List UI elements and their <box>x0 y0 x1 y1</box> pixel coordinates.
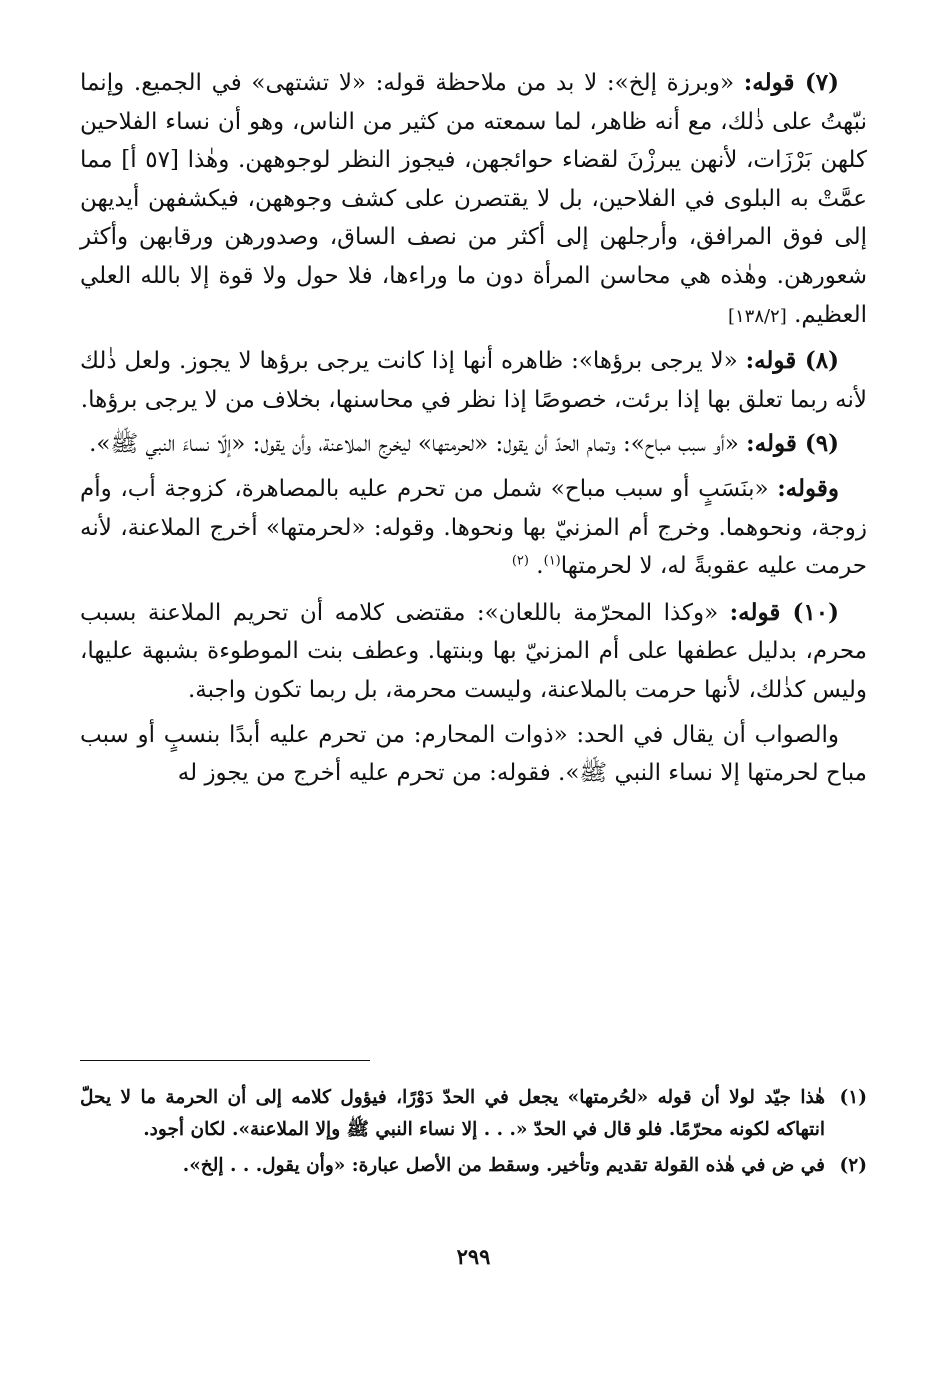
page-number: ٢٩٩ <box>456 1244 491 1269</box>
footnote-number: (٢) <box>839 1155 867 1176</box>
footnote-ref-1[interactable]: (١) <box>543 553 561 569</box>
paragraph-lead: (٩) قوله: <box>746 430 839 458</box>
paragraph-lead: وقوله: <box>777 474 839 502</box>
footnote-2 <box>80 1150 867 1182</box>
paragraph-text: والصواب أن يقال في الحد: «ذوات المحارم: من تحرم عليه أبدًا بنسبٍ أو سبب مباح لحرمتها إلا نساء النبي ﷺ». فقوله: من تحرم عليه أخرج من يجوز له <box>80 721 867 787</box>
footnote-number: (١) <box>839 1087 867 1108</box>
paragraph-text: «وبرزة إلخ»: لا بد من ملاحظة قوله: «لا تشتهى» في الجميع. وإنما نبّهتُ على ذٰلك، مع أنه ظاهر، لما سمعته من كثير من الناس، وهو أن نساء الفلاحين كلهن بَرْزَات، لأنهن يبرزْنَ لقضاء حوائجهن، فيجوز النظر لوجوههن. وهٰذا [٥٧ أ] مما عمَّتْ به البلوى في الفلاحين، بل لا يقتصرن على كشف وجوههن، فيكشفهن أيديهن إلى فوق المرافق، وأرجلهن إلى أكثر من نصف الساق، وصدورهن ورقابهن وأكثر شعورهن. وهٰذه هي محاسن المرأة دون ما وراءها، فلا حول ولا قوة إلا بالله العلي العظيم. <box>80 70 867 328</box>
paragraph-correction <box>80 716 867 793</box>
paragraph-text: «بنَسَبٍ أو سبب مباح» شمل من تحرم عليه بالمصاهرة، كزوجة أب، وأم زوجة، ونحوهما. وخرج أم المزنيّ بها ونحوها. وقوله: «لحرمتها» أخرج الملاعنة، لأنه حرمت عليه عقوبةً له، لا لحرمتها <box>80 475 867 580</box>
paragraph-lead: (١٠) قوله: <box>729 598 839 626</box>
footnotes <box>80 1082 867 1186</box>
book-page <box>80 64 867 1354</box>
paragraph-lead: (٨) قوله: <box>745 347 839 375</box>
footnote-divider <box>80 1060 370 1061</box>
paragraph-text: «وكذا المحرّمة باللعان»: مقتضى كلامه أن تحريم الملاعنة بسبب محرم، بدليل عطفها على أم المزنيّ بها وبنتها. وعطف بنت الموطوءة بشبهة عليها، وليس كذٰلك، لأنها حرمت بالملاعنة، وليست محرمة، بل ربما تكون واجبة. <box>80 599 867 703</box>
paragraph-text: «أو سبب مباح»: وتمام الحدّ أن يقول: «لحرمتها» ليخرج الملاعنة، وأن يقول: «إلّا نساءَ النبي ﷺ». <box>89 431 739 458</box>
paragraph-text: «لا يرجى برؤها»: ظاهره أنها إذا كانت يرجى برؤها لا يجوز. ولعل ذٰلك لأنه ربما تعلق بها إذا برئت، خصوصًا إذا نظر في محاسنها، بخلاف من لا يرجى برؤها. <box>80 348 867 413</box>
footnote-1 <box>80 1082 867 1146</box>
page-reference: [١٣٨/٢] <box>727 305 787 327</box>
footnote-text: في ض في هٰذه القولة تقديم وتأخير. وسقط من الأصل عبارة: «وأن يقول. . . إلخ». <box>182 1155 825 1176</box>
paragraph-7 <box>80 64 867 336</box>
footnote-ref-2[interactable]: (٢) <box>511 553 529 569</box>
paragraph-lead: (٧) قوله: <box>743 69 839 96</box>
main-text <box>80 64 867 793</box>
paragraph-9-continued: وقوله: «بنَسَبٍ أو سبب مباح» شمل من تحرم عليه بالمصاهرة، كزوجة أب، وأم زوجة، ونحوهما. وخرج أم المزنيّ بها ونحوها. وقوله: «لحرمتها» أخرج الملاعنة، لأنه حرمت عليه عقوبةً له، لا لحرمتها$^{(١)}$. $^{(٢)}$ <box>80 474 867 580</box>
footnote-text: هٰذا جيّد لولا أن قوله «لحُرمتها» يجعل في الحدّ دَوْرًا، فيؤول كلامه إلى أن الحرمة ما لا يحلّ انتهاكه لكونه محرّمًا. فلو قال في الحدّ «. . . إلا نساء النبي ﷺ وإلا الملاعنة». لكان أجود. <box>80 1087 825 1140</box>
paragraph-8 <box>80 342 867 419</box>
paragraph-10 <box>80 594 867 710</box>
paragraph-9 <box>80 425 867 464</box>
